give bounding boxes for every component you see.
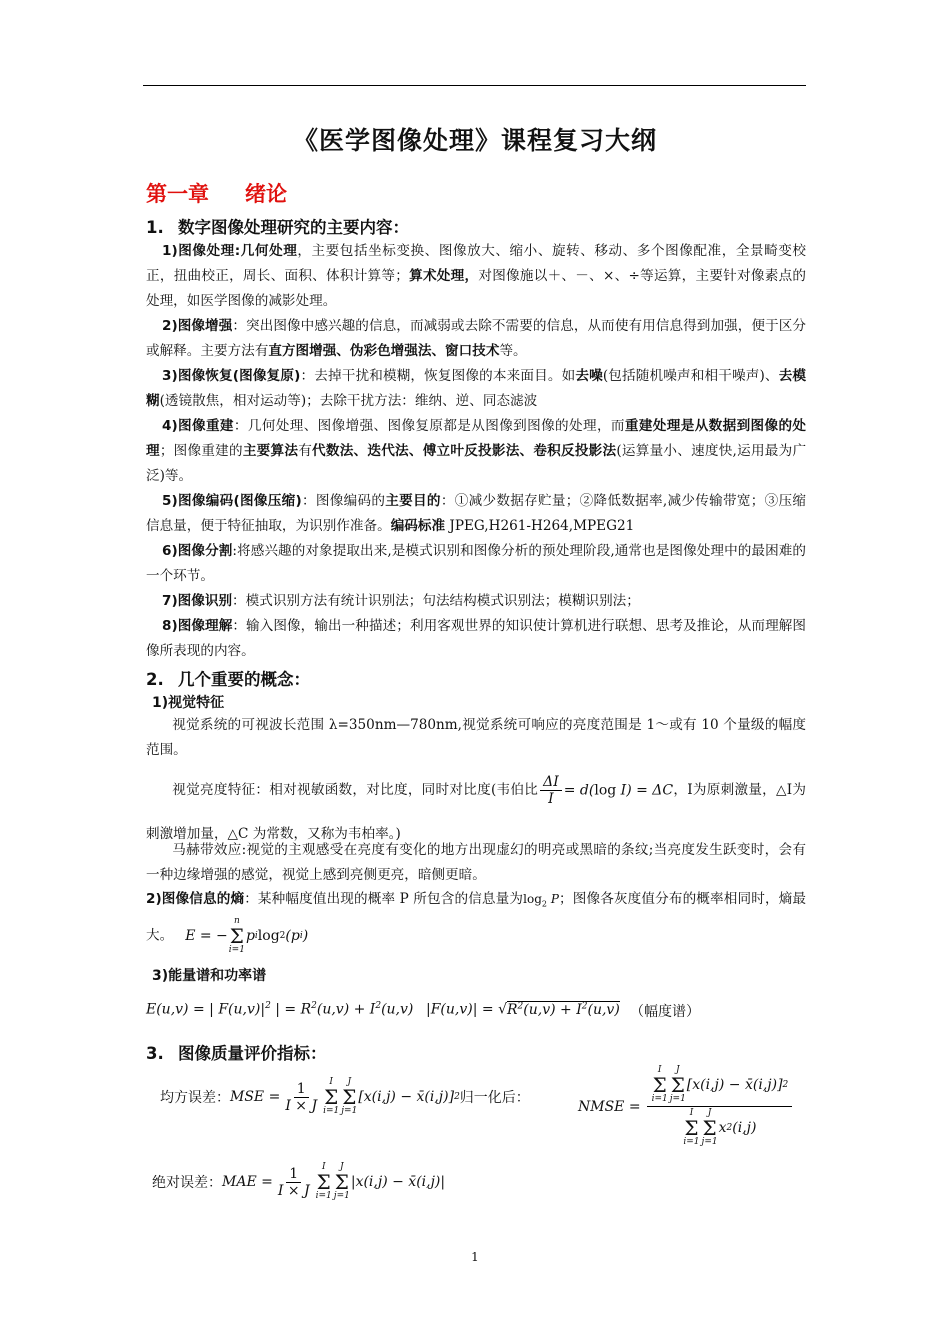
mae-label: 绝对误差： [152,1175,222,1191]
nmse-formula: NMSE = I Σ i=1 J Σ j=1 [x(i,j) − x̄(i,j)] 2 I Σ i=1 J Σ j=1 x 2 (i,j) [578,1066,794,1147]
item-image-recognition: 7)图像识别：模式识别方法有统计识别法；句法结构模式识别法；模糊识别法； [162,593,640,609]
mach-band-text: 马赫带效应:视觉的主观感受在亮度有变化的地方出现虚幻的明亮或黑暗的条纹;当亮度发生跃变时，会有一种边缘增强的感觉，视觉上感到亮侧更亮，暗侧更暗。 [146,842,806,883]
header-rule [143,85,806,86]
mse-formula: 均方误差： MSE = $\frac{1}{I \times J}$ I Σ i=1 J Σ j=1 [x(i,j) − x̄(i,j)] 2 归一化后： [160,1077,530,1116]
chapter-name: 绪论 [245,182,287,206]
chapter-heading [146,178,287,208]
power-spectrum-formula: E(u,v) = | $F(u,v)|^2$ | = $R^2(u,v) + I^2(u,v)$ [146,1001,414,1018]
section-2-heading: 2. 几个重要的概念： [146,670,310,689]
entropy-text: 2)图像信息的熵：某种幅度值出现的概率 P 所包含的信息量为$\log_2 P$；图像各灰度值分布的概率相同时，熵最大。 E = − n Σ i=1 p i log 2 (p i ) [146,891,807,956]
section-3-heading: 3. 图像质量评价指标： [146,1044,327,1063]
normalized-label: 归一化后： [459,1090,530,1106]
chapter-number: 第一章 [146,182,209,206]
page-title: 《医学图像处理》课程复习大纲 [292,126,657,155]
info-formula: $\log_2 P$ [523,892,559,909]
item-image-segmentation: 6)图像分割:将感兴趣的对象提取出来,是模式识别和图像分析的预处理阶段,通常也是图像处理中的最困难的一个环节。 [146,543,806,584]
entropy-formula: E = − n Σ i=1 p i log 2 (p i ) [185,916,309,956]
item-image-reconstruction: 4)图像重建：几何处理、图像增强、图像复原都是从图像到图像的处理，而重建处理是从数据到图像的处理；图像重建的主要算法有代数法、迭代法、傅立叶反投影法、卷积反投影法(运算量小、速度快,运用最为广泛)等。 [146,418,807,484]
visual-features-heading: 1)视觉特征 [152,695,225,711]
weber-ratio-formula: $\frac{\Delta I}{I}$ = d(log I) = ΔC [538,774,673,807]
page-number: 1 [471,1250,479,1264]
section-1-heading: 1. 数字图像处理研究的主要内容： [146,218,409,237]
amplitude-spectrum-formula: $|F(u,v)| = √R^2(u,v) + I^2(u,v)$ [426,1001,620,1018]
energy-spectrum-heading: 3)能量谱和功率谱 [152,968,267,984]
amplitude-spectrum-label: （幅度谱） [630,1004,700,1020]
mse-label: 均方误差： [160,1090,230,1106]
item-image-coding: 5)图像编码(图像压缩)：图像编码的主要目的：①减少数据存贮量；②降低数据率,减少传输带宽；③压缩信息量，便于特征抽取，为识别作准备。编码标准 JPEG,H261-H264,MPEG21 [146,493,807,534]
item-image-understanding: 8)图像理解：输入图像，输出一种描述；利用客观世界的知识使计算机进行联想、思考及推论，从而理解图像所表现的内容。 [146,618,806,659]
item-image-processing: 1)图像处理:几何处理，主要包括坐标变换、图像放大、缩小、旋转、移动、多个图像配准，全景畸变校正，扭曲校正，周长、面积、体积计算等；算术处理，对图像施以＋、－、×、÷等运算，主要针对像素点的处理，如医学图像的减影处理。 [146,243,807,309]
visual-range-text: 视觉系统的可视波长范围 λ=350nm—780nm,视觉系统可响应的亮度范围是 1～或有 10 个量级的幅度范围。 [146,717,806,758]
item-image-enhancement: 2)图像增强：突出图像中感兴趣的信息，而减弱或去除不需要的信息，从而使有用信息得到加强，便于区分或解释。主要方法有直方图增强、伪彩色增强法、窗口技术等。 [146,318,806,359]
mae-formula: 绝对误差： MAE = $\frac{1}{I \times J}$ I Σ i=1 J Σ j=1 |x(i,j) − x̄(i,j)| [152,1162,446,1201]
item-image-restoration: 3)图像恢复(图像复原)：去掉干扰和模糊，恢复图像的本来面目。如去噪(包括随机噪声和相干噪声)、去模糊(透镜散焦，相对运动等)；去除干扰方法：维纳、逆、同态滤波 [146,368,807,409]
visual-brightness-text: 视觉亮度特征：相对视敏函数，对比度，同时对比度(韦伯比 $\frac{\Delta I}{I}$ = d(log I) = ΔC，Ⅰ为原刺激量，△Ⅰ为刺激增加量，△C 为常数，又称为韦柏率。) [146,774,806,842]
